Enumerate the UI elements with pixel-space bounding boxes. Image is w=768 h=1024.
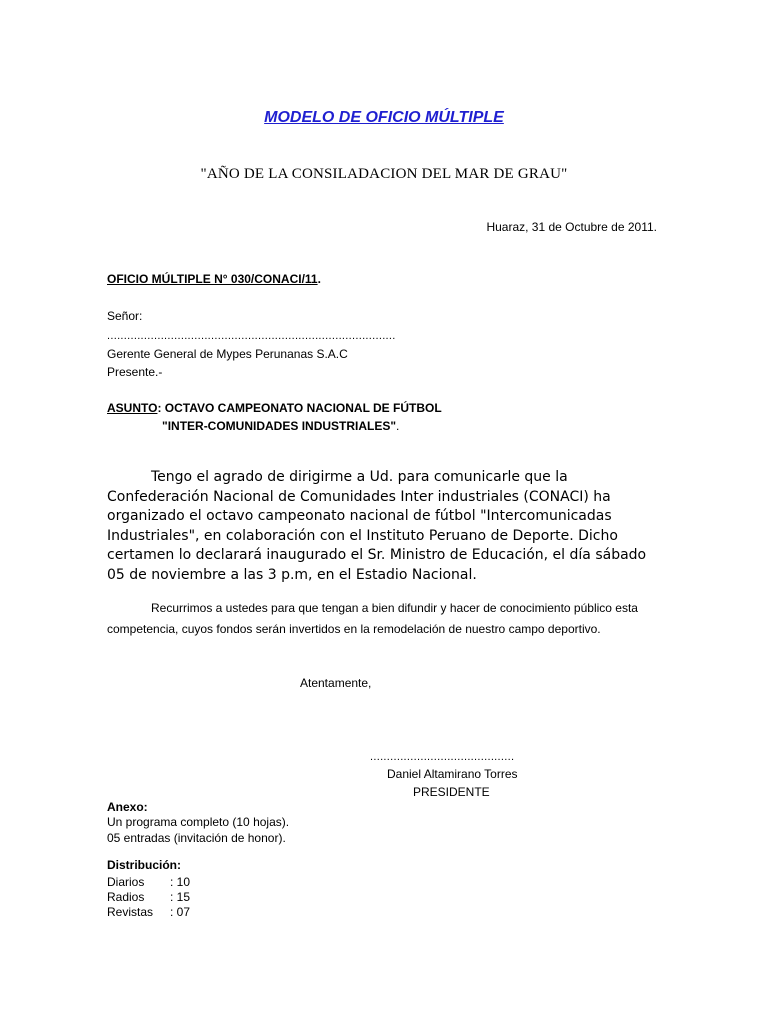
body-paragraph-1 xyxy=(107,468,667,585)
year-motto: "AÑO DE LA CONSILADACION DEL MAR DE GRAU" xyxy=(200,166,568,182)
body-paragraph-2 xyxy=(107,598,667,640)
subject-period: . xyxy=(396,419,400,433)
subject-text: OCTAVO CAMPEONATO NACIONAL DE FÚTBOL xyxy=(161,401,442,415)
distribution-heading: Distribución: xyxy=(107,858,181,872)
oficio-reference xyxy=(107,272,321,286)
distribution-value: : 10 xyxy=(170,875,191,889)
oficio-reference-number: OFICIO MÚLTIPLE N° 030/CONACI/11 xyxy=(107,272,318,286)
distribution-value: : 15 xyxy=(170,890,191,904)
signature-role: PRESIDENTE xyxy=(413,785,490,799)
document-date: Huaraz, 31 de Octubre de 2011. xyxy=(486,220,657,234)
closing: Atentamente, xyxy=(300,676,372,690)
subject-label: ASUNTO xyxy=(107,401,158,415)
distribution-value: : 07 xyxy=(170,905,191,919)
distribution-row xyxy=(107,890,190,904)
oficio-reference-period: . xyxy=(317,272,321,286)
subject-colon: : xyxy=(157,401,162,415)
body-paragraph-1-text: Tengo el agrado de dirigirme a Ud. para comunicarle que la Confederación Nacional de Comunidades Inter industriales (CONACI) ha organizado el octavo campeonato nacional de fútbol "Intercomunicadas Industriales", en colaboración con el Instituto Peruano de Deporte. Dicho certamen lo declarará inaugurado el Sr. Ministro de Educación, el día sábado 05 de noviembre a las 3 p.m, en el Estadio Nacional. xyxy=(107,469,647,583)
signature-line: ........................................... xyxy=(370,751,515,763)
distribution-label: Radios xyxy=(107,890,145,904)
document-title: MODELO DE OFICIO MÚLTIPLE xyxy=(264,109,504,126)
distribution-row xyxy=(107,905,190,919)
distribution-label: Revistas xyxy=(107,905,154,919)
distribution-label: Diarios xyxy=(107,875,145,889)
annex-item: 05 entradas (invitación de honor). xyxy=(107,831,286,845)
presente-line: Presente.- xyxy=(107,365,163,379)
subject-text-2: "INTER-COMUNIDADES INDUSTRIALES" xyxy=(162,419,397,433)
annex-item: Un programa completo (10 hojas). xyxy=(107,815,290,829)
signature-name: Daniel Altamirano Torres xyxy=(387,767,518,781)
annex-heading: Anexo: xyxy=(107,800,148,814)
distribution-row xyxy=(107,875,190,889)
salutation: Señor: xyxy=(107,309,143,323)
body-paragraph-2-text: Recurrimos a ustedes para que tengan a bien difundir y hacer de conocimiento público esta competencia, cuyos fondos serán invertidos en la remodelación de nuestro campo deportivo. xyxy=(107,601,638,636)
recipient-name-placeholder: ...................................................................................... xyxy=(107,330,396,342)
subject-line-2 xyxy=(162,419,399,433)
subject-line xyxy=(107,401,442,415)
recipient-title: Gerente General de Mypes Perunanas S.A.C xyxy=(107,347,348,361)
